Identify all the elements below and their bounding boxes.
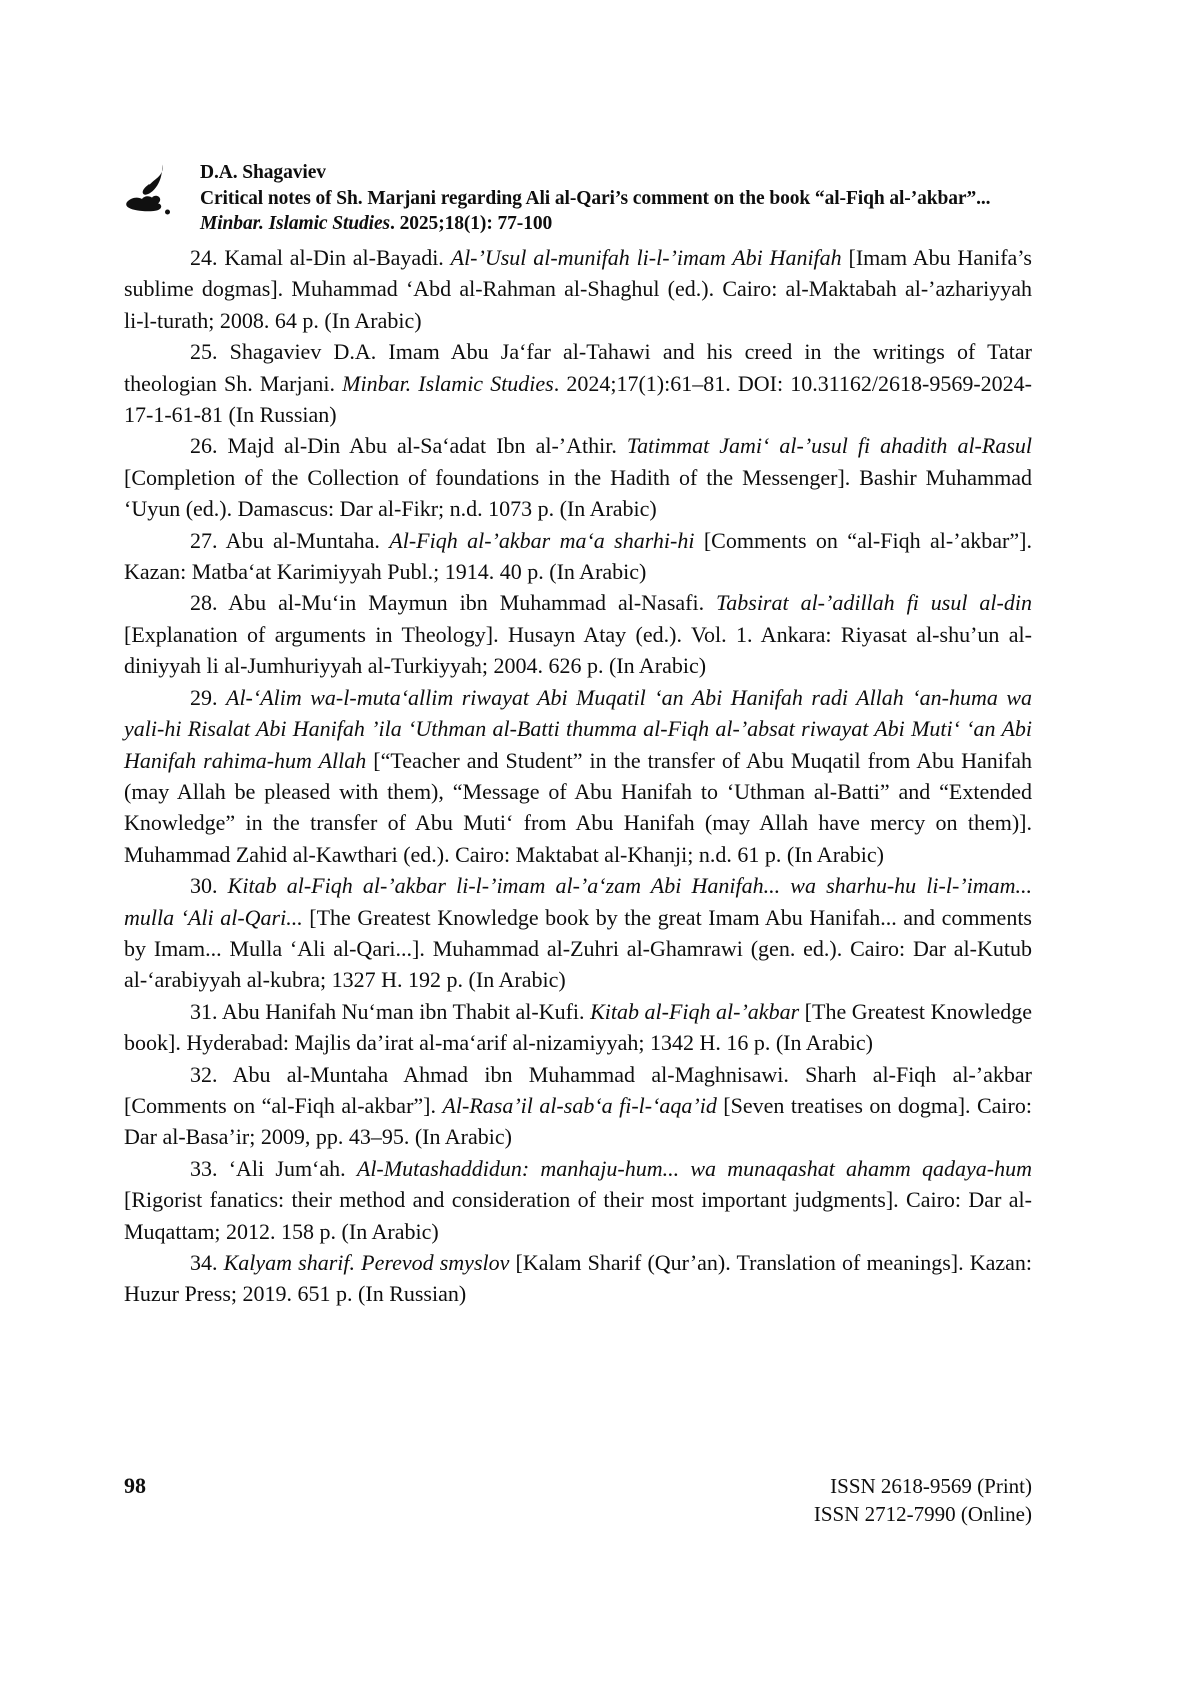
reference-item [124,587,1032,681]
reference-text-segment: 24. Kamal al-Din al-Bayadi. [190,245,451,270]
issn-online: ISSN 2712-7990 (Online) [813,1502,1032,1526]
header-article-title: Critical notes of Sh. Marjani regarding Ali al-Qari’s comment on the book “al-Fiqh al-’akbar”... [200,187,991,209]
reference-text-segment: Kitab al-Fiqh al-’akbar [590,998,800,1024]
page-footer [124,1472,1032,1528]
reference-text-segment: Tabsirat al-’adillah fi usul al-din [716,590,1032,616]
reference-text-segment: Kitab al-Fiqh al-’akbar li-l-’imam al-’a‘zam Abi Hanifah... wa sharhu-hu li-l-’imam... mulla ‘Ali al-Qari... [124,873,1033,930]
reference-text-segment: 33. ‘Ali Jum‘ah. [190,1155,357,1181]
reference-text-segment: 27. Abu al-Muntaha. [190,527,390,553]
reference-item [124,870,1032,996]
journal-name: Minbar. Islamic Studies [200,213,391,234]
reference-item [124,336,1032,430]
page-number: 98 [124,1473,146,1498]
reference-text-segment: Al-Rasa’il al-sab‘a fi-l-‘aqa’id [442,1092,717,1118]
reference-item [124,682,1032,870]
reference-item [124,1153,1032,1247]
reference-text-segment: Minbar. Islamic Studies [342,370,554,396]
reference-text-segment: 31. Abu Hanifah Nu‘man ibn Thabit al-Kufi. [190,998,591,1024]
reference-text-segment: [Kalam Sharif (Qur’an). Translation of meanings]. Kazan: Huzur Press; 2019. 651 p. (In Russian) [124,1250,1032,1307]
reference-item [124,430,1032,524]
reference-text-segment: [The Greatest Knowledge book]. Hyderabad: Majlis da’irat al-ma‘arif al-nizamiyyah; 1342 H. 16 p. (In Arabic) [124,998,1032,1056]
reference-item [124,525,1032,588]
minbar-arabic-calligraphy-icon [124,164,176,216]
journal-issue-pages: . 2025;18(1): 77-100 [390,213,553,234]
reference-text-segment: 32. Abu al-Muntaha Ahmad ibn Muhammad al-Maghnisawi. Sharh al-Fiqh al-’akbar [Comments on “al-Fiqh al-akbar”]. [124,1061,1032,1118]
reference-item [124,1059,1032,1153]
reference-item [124,996,1032,1059]
reference-text-segment: 29. [190,684,226,710]
reference-text-segment: Al-Fiqh al-’akbar ma‘a sharhi-hi [389,527,695,553]
reference-text-segment: [Comments on “al-Fiqh al-’akbar”]. Kazan: Matba‘at Karimiyyah Publ.; 1914. 40 p. (In Arabic) [124,527,1032,585]
reference-text-segment: [Explanation of arguments in Theology]. Husayn Atay (ed.). Vol. 1. Ankara: Riyasat al-shu’un al-diniyyah li al-Jumhuriyyah al-Turkiyyah; 2004. 626 p. (In Arabic) [124,621,1032,679]
header-journal-citation [200,211,990,237]
reference-text-segment: 26. Majd al-Din Abu al-Sa‘adat Ibn al-’Athir. [190,433,627,459]
reference-text-segment: Kalyam sharif. Perevod smyslov [223,1250,510,1275]
reference-text-segment: Al-Mutashaddidun: manhaju-hum... wa munaqashat ahamm qadaya-hum [356,1155,1032,1181]
reference-text-segment: Tatimmat Jami‘ al-’usul fi ahadith al-Rasul [626,433,1032,459]
reference-text-segment: [“Teacher and Student” in the transfer of Abu Muqatil from Abu Hanifah (may Allah be pleased with them), “Message of Abu Hanifah to ‘Uthman al-Batti” and “Extended Knowledge” in the transfer of Abu Muti‘ from Abu Hanifah (may Allah have mercy on them)]. Muhammad Zahid al-Kawthari (ed.). Cairo: Maktabat al-Khanji; n.d. 61 p. (In Arabic) [124,747,1033,867]
reference-text-segment: Al-‘Alim wa-l-muta‘allim riwayat Abi Muqatil ‘an Abi Hanifah radi Allah ‘an-huma wa yali-hi Risalat Abi Hanifah ’ila ‘Uthman al-Batti thumma al-Fiqh al-’absat riwayat Abi Muti‘ ‘an Abi Hanifah rahima-hum Allah [124,684,1033,773]
reference-text-segment: [Seven treatises on dogma]. Cairo: Dar al-Basa’ir; 2009, pp. 43–95. (In Arabic) [124,1092,1032,1150]
reference-text-segment: 34. [190,1250,224,1275]
reference-text-segment: [The Greatest Knowledge book by the great Imam Abu Hanifah... and comments by Imam... Mulla ‘Ali al-Qari...]. Muhammad al-Zuhri al-Ghamrawi (gen. ed.). Cairo: Dar al-Kutub al-‘arabiyyah al-kubra; 1327 H. 192 p. (In Arabic) [124,904,1032,993]
reference-text-segment: 28. Abu al-Mu‘in Maymun ibn Muhammad al-Nasafi. [190,590,717,616]
reference-item [124,242,1032,336]
header-author: D.A. Shagaviev [200,162,326,183]
references-list [124,242,1032,1310]
reference-text-segment: 30. [190,873,228,899]
running-header [124,160,1032,237]
reference-item [124,1247,1032,1310]
issn-print: ISSN 2618-9569 (Print) [830,1474,1032,1498]
issn-block [814,1472,1032,1528]
reference-text-segment: [Rigorist fanatics: their method and consideration of their most important judgments]. Cairo: Dar al-Muqattam; 2012. 158 p. (In Arabic) [124,1187,1032,1244]
reference-text-segment: [Imam Abu Hanifa’s sublime dogmas]. Muhammad ‘Abd al-Rahman al-Shaghul (ed.). Cairo: al-Maktabah al-’azhariyyah li-l-turath; 2008. 64 p. (In Arabic) [124,245,1032,333]
reference-text-segment: [Completion of the Collection of foundations in the Hadith of the Messenger]. Bashir Muhammad ‘Uyun (ed.). Damascus: Dar al-Fikr; n.d. 1073 p. (In Arabic) [124,464,1032,522]
reference-text-segment: . 2024;17(1):61–81. DOI: 10.31162/2618-9569-2024-17-1-61-81 (In Russian) [124,370,1032,428]
reference-text-segment: 25. Shagaviev D.A. Imam Abu Ja‘far al-Tahawi and his creed in the writings of Tatar theologian Sh. Marjani. [124,339,1032,396]
reference-text-segment: Al-’Usul al-munifah li-l-’imam Abi Hanifah [450,245,842,270]
